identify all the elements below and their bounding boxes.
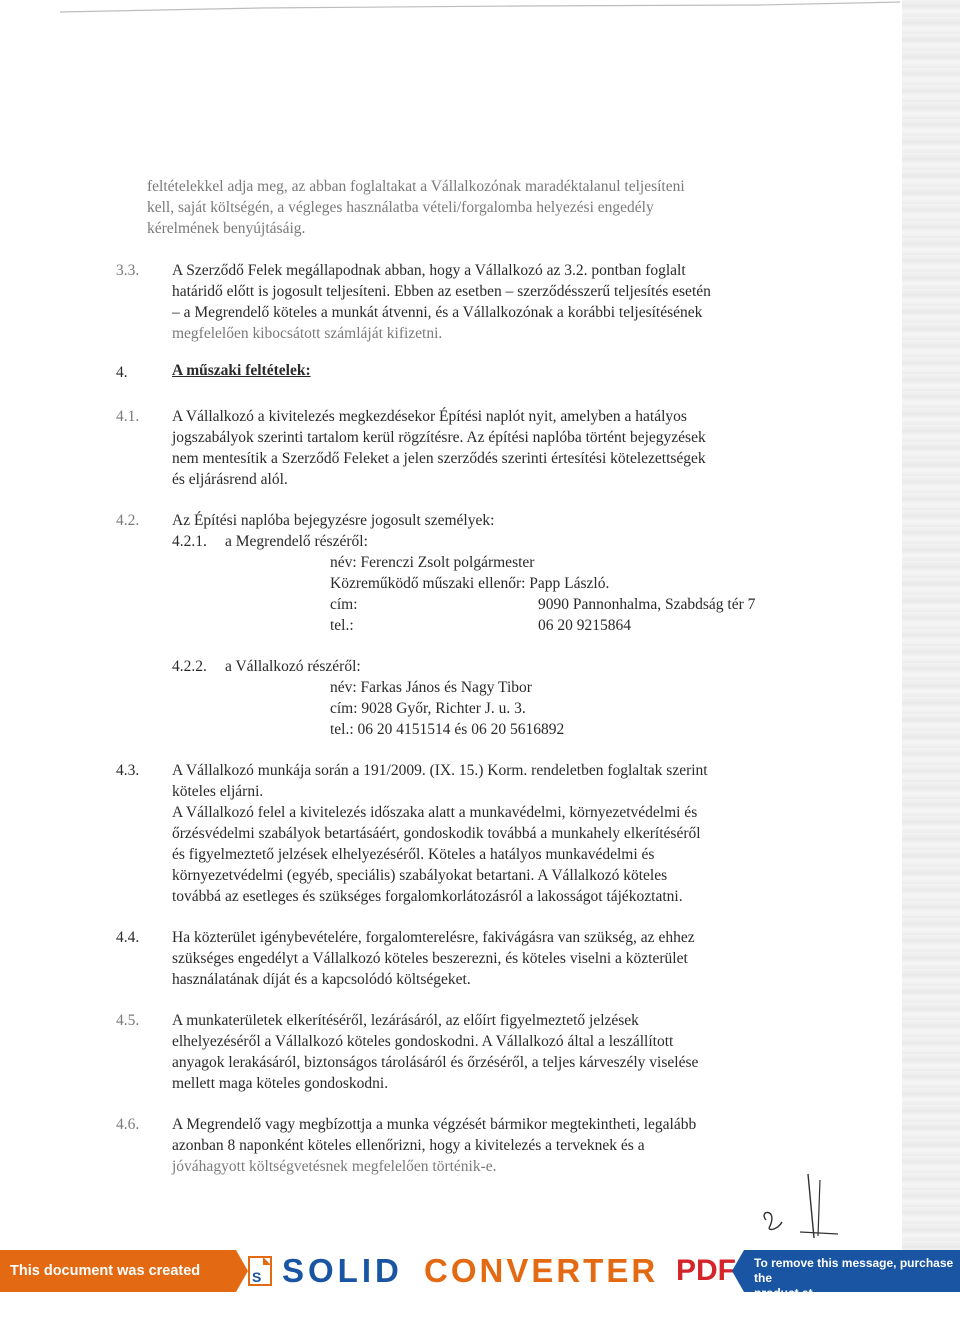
section-4-6-line-2: azonban 8 naponként köteles ellenőrizni, hogy a kivitelezés a terveknek és a bbox=[172, 1137, 645, 1154]
section-3-3-line-2: határidő előtt is jogosult teljesíteni. Ebben az esetben – szerződésszerű teljesítés esetén bbox=[172, 283, 711, 300]
section-3-3-line-3: – a Megrendelő köteles a munkát átvenni, és a Vállalkozónak a korábbi teljesítésének bbox=[172, 304, 703, 321]
banner-converter-wordmark: CONVERTER bbox=[424, 1252, 659, 1289]
section-4-5-line-2: elhelyezéséről a Vállalkozó köteles gondoskodni. A Vállalkozó által a leszállított bbox=[172, 1033, 674, 1050]
intro-line-1: feltételekkel adja meg, az abban foglaltakat a Vállalkozónak maradéktalanul teljesíteni bbox=[147, 178, 685, 195]
section-4-1-line-2: jogszabályok szerinti tartalom kerül rögzítésre. Az építési naplóba történt bejegyzések bbox=[172, 429, 706, 446]
section-4-2-1-title: a Megrendelő részéről: bbox=[225, 533, 368, 550]
banner-created-using-text: This document was created using bbox=[0, 1250, 236, 1292]
section-4-4-line-1: Ha közterület igénybevételére, forgalomterelésre, fakivágásra van szükség, az ehhez bbox=[172, 929, 695, 946]
intro-line-3: kérelmének benyújtásáig. bbox=[147, 220, 306, 237]
handwritten-signature bbox=[748, 1170, 848, 1240]
banner-purchase-line-2: product at www.SolidDocuments.com bbox=[754, 1286, 908, 1315]
solid-converter-banner[interactable] bbox=[0, 1250, 960, 1321]
vallalkozo-tel: tel.: 06 20 4151514 és 06 20 5616892 bbox=[330, 721, 565, 738]
section-4-6-line-3: jóváhagyott költségvetésnek megfelelően történik-e. bbox=[172, 1158, 497, 1175]
section-4-1-line-3: nem mentesítik a Szerződő Feleket a jelen szerződés szerinti értesítési kötelezettségek bbox=[172, 450, 706, 467]
section-4-1-number: 4.1. bbox=[116, 408, 140, 425]
section-4-5-line-1: A munkaterületek elkerítéséről, lezárásáról, az előírt figyelmeztető jelzések bbox=[172, 1012, 639, 1029]
megrendelo-name: név: Ferenczi Zsolt polgármester bbox=[330, 554, 535, 571]
section-3-3-line-1: A Szerződő Felek megállapodnak abban, hogy a Vállalkozó az 3.2. pontban foglalt bbox=[172, 262, 686, 279]
section-4-2-1-number: 4.2.1. bbox=[172, 533, 207, 550]
megrendelo-tel-label: tel.: bbox=[330, 617, 354, 634]
section-4-4-line-2: szükséges engedélyt a Vállalkozó köteles beszerezni, és köteles viselni a közterület bbox=[172, 950, 688, 967]
section-4-3-line-1: A Vállalkozó munkája során a 191/2009. (IX. 15.) Korm. rendeletben foglaltak szerint bbox=[172, 762, 708, 779]
section-4-title: A műszaki feltételek: bbox=[172, 362, 311, 379]
scan-edge-right bbox=[902, 0, 960, 1250]
vallalkozo-address: cím: 9028 Győr, Richter J. u. 3. bbox=[330, 700, 526, 717]
banner-solid-wordmark: SOLID bbox=[282, 1252, 403, 1289]
section-4-2-2-title: a Vállalkozó részéről: bbox=[225, 658, 361, 675]
section-4-5-line-3: anyagok lerakásáról, biztonságos tárolásáról és őrzéséről, a teljes kárveszély viselése bbox=[172, 1054, 699, 1071]
section-4-6-line-1: A Megrendelő vagy megbízottja a munka végzését bármikor megtekintheti, legalább bbox=[172, 1116, 697, 1133]
section-4-3-line-5: és figyelmeztető jelzések elhelyezéséről. Köteles a hatályos munkavédelmi és bbox=[172, 846, 655, 863]
section-4-2-2-number: 4.2.2. bbox=[172, 658, 207, 675]
megrendelo-tel-value: 06 20 9215864 bbox=[538, 617, 631, 634]
banner-purchase-link[interactable] bbox=[744, 1250, 960, 1315]
section-4-1-line-4: és eljárásrend alól. bbox=[172, 471, 288, 488]
section-4-number: 4. bbox=[116, 364, 128, 381]
banner-pdf-wordmark: PDF bbox=[676, 1254, 736, 1287]
intro-line-2: kell, saját költségén, a végleges használatba vételi/forgalomba helyezési engedély bbox=[147, 199, 654, 216]
solid-documents-logo-icon bbox=[246, 1254, 276, 1288]
vallalkozo-name: név: Farkas János és Nagy Tibor bbox=[330, 679, 532, 696]
svg-text:S: S bbox=[252, 1269, 262, 1285]
section-4-3-line-2: köteles eljárni. bbox=[172, 783, 264, 800]
section-4-5-line-4: mellett maga köteles gondoskodni. bbox=[172, 1075, 389, 1092]
section-4-6-number: 4.6. bbox=[116, 1116, 140, 1133]
megrendelo-address-value: 9090 Pannonhalma, Szabdság tér 7 bbox=[538, 596, 756, 613]
section-3-3-number: 3.3. bbox=[116, 262, 140, 279]
section-4-3-line-3: A Vállalkozó felel a kivitelezés időszaka alatt a munkavédelmi, környezetvédelmi és bbox=[172, 804, 698, 821]
section-4-4-line-3: használatának díját és a kapcsolódó költségeket. bbox=[172, 971, 471, 988]
section-4-2-number: 4.2. bbox=[116, 512, 140, 529]
section-4-3-line-6: környezetvédelmi (egyéb, speciális) szabályokat betartani. A Vállalkozó köteles bbox=[172, 867, 668, 884]
banner-arrow-left bbox=[732, 1250, 744, 1292]
megrendelo-inspector: Közreműködő műszaki ellenőr: Papp László. bbox=[330, 575, 610, 592]
section-4-3-line-7: továbbá az esetleges és szükséges forgalomkorlátozásról a lakosságot tájékoztatni. bbox=[172, 888, 683, 905]
section-4-3-line-4: őrzésvédelmi szabályok betartásáért, gondoskodik továbbá a munkahely elkerítéséről bbox=[172, 825, 701, 842]
section-4-4-number: 4.4. bbox=[116, 929, 140, 946]
section-3-3-line-4: megfelelően kibocsátott számláját kifizetni. bbox=[172, 325, 443, 342]
banner-purchase-line-1: To remove this message, purchase the bbox=[754, 1256, 954, 1285]
megrendelo-address-label: cím: bbox=[330, 596, 358, 613]
section-4-1-line-1: A Vállalkozó a kivitelezés megkezdésekor Építési naplót nyit, amelyben a hatályos bbox=[172, 408, 687, 425]
section-4-5-number: 4.5. bbox=[116, 1012, 140, 1029]
section-4-2-title: Az Építési naplóba bejegyzésre jogosult személyek: bbox=[172, 512, 495, 529]
section-4-3-number: 4.3. bbox=[116, 762, 140, 779]
